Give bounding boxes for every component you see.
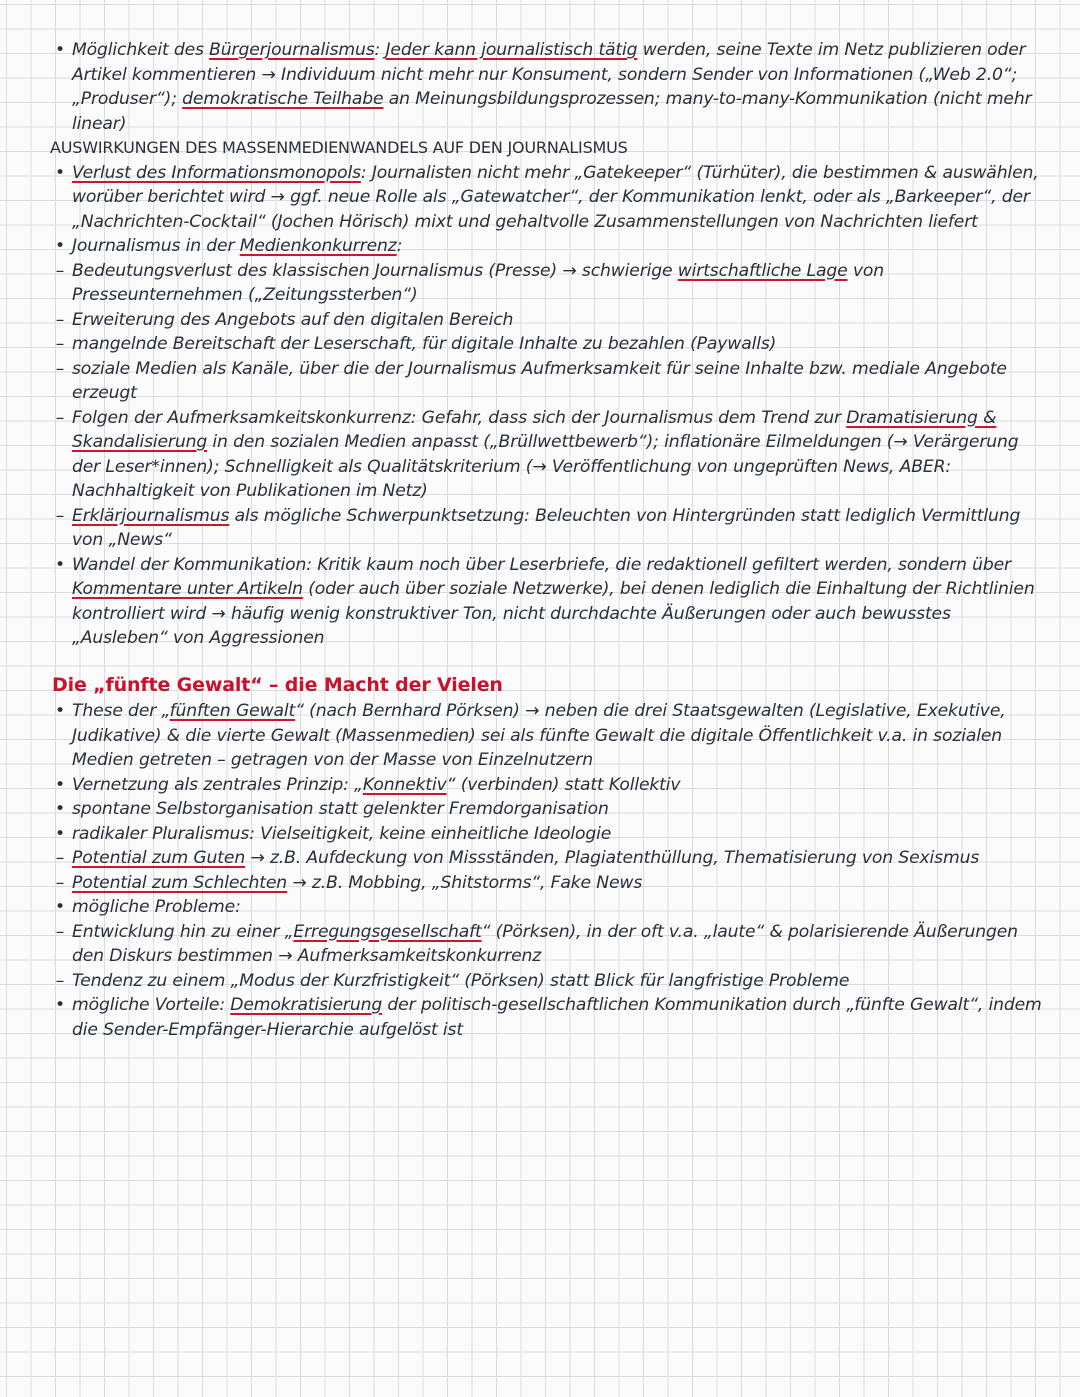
note-text: “ (Pörksen), in der oft v.a. „laute“ & polarisierende Äußerungen den Diskurs bestimmen → Aufmerksamkeitskonkurrenz	[72, 921, 1018, 966]
note-text: (oder auch über soziale Netzwerke), bei denen lediglich die Einhaltung der Richtlinien kontrolliert wird → häufig wenig konstruktiver Ton, nicht durchdachte Äußerungen oder auch bewusstes „Ausleben“ von Aggressionen	[72, 579, 1035, 648]
dash-item	[52, 871, 1042, 896]
dash-marker: –	[55, 358, 65, 379]
dash-marker: –	[55, 260, 65, 281]
note-text: soziale Medien als Kanäle, über die der Journalismus Aufmerksamkeit für seine Inhalte bzw. mediale Angebote erzeugt	[72, 358, 1007, 403]
dash-item	[52, 332, 1042, 357]
underlined-term: Dramatisierung & Skandalisierung	[72, 407, 997, 452]
underlined-term: Medienkonkurrenz	[239, 236, 397, 256]
dash-item	[52, 259, 1042, 308]
note-text: : Journalisten nicht mehr „Gatekeeper“ (Türhüter), die bestimmen & auswählen, worüber berichtet wird → ggf. neue Rolle als „Gatewatcher“, der Kommunikation lenkt, oder als „Barkeeper“, der „Nachrichten-Cocktail“ (Jochen Hörisch) mixt und gehaltvolle Zusammenstellungen von Nachrichten liefert	[72, 162, 1039, 232]
dash-marker: –	[55, 848, 65, 868]
underlined-term: fünften Gewalt	[169, 701, 296, 721]
dash-item	[52, 969, 1042, 994]
dash-item	[52, 308, 1042, 333]
bullet-marker: •	[55, 236, 65, 256]
note-text: These der „	[72, 701, 170, 721]
note-text: Journalismus in der	[72, 236, 240, 256]
note-text: → z.B. Mobbing, „Shitstorms“, Fake News	[287, 872, 643, 893]
bullet-item	[52, 993, 1042, 1042]
note-text: werden, seine Texte im Netz publizieren oder Artikel kommentieren → Individuum nicht mehr nur Konsument, sondern Sender von Informationen („Web 2.0“; „Produser“);	[72, 40, 1026, 109]
note-text: spontane Selbstorganisation statt gelenkter Fremdorganisation	[72, 799, 609, 819]
note-text: an Meinungsbildungsprozessen; many-to-many-Kommunikation (nicht mehr linear)	[72, 89, 1032, 134]
underlined-term: Erklärjournalismus	[72, 505, 230, 526]
dash-marker: –	[55, 407, 65, 428]
note-text: als mögliche Schwerpunktsetzung: Beleuchten von Hintergründen statt lediglich Vermittlung von „News“	[72, 505, 1021, 550]
note-text: von Presseunternehmen („Zeitungssterben“)	[72, 260, 884, 305]
bullet-item	[52, 773, 1042, 798]
dash-item	[52, 357, 1042, 406]
note-text: :	[396, 236, 403, 256]
underlined-term: Verlust des Informationsmonopols	[72, 162, 361, 183]
note-text: Folgen der Aufmerksamkeitskonkurrenz: Gefahr, dass sich der Journalismus dem Trend zur	[72, 407, 847, 428]
bullet-marker: •	[55, 774, 65, 795]
note-text: mangelnde Bereitschaft der Leserschaft, für digitale Inhalte zu bezahlen (Paywalls)	[72, 334, 777, 354]
note-text: mögliche Vorteile:	[72, 995, 231, 1015]
bullet-marker: •	[55, 40, 65, 60]
note-text: in den sozialen Medien anpasst („Brüllwettbewerb“); inflationäre Eilmeldungen (→ Verärgerung der Leser*innen); Schnelligkeit als Qualitätskriterium (→ Veröffentlichung von ungeprüften News, ABER: Nachhaltigkeit von Publikationen im Netz)	[72, 432, 1019, 501]
note-text: radikaler Pluralismus: Vielseitigkeit, keine einheitliche Ideologie	[72, 823, 612, 844]
underlined-term: Erregungsgesellschaft	[293, 921, 482, 942]
bullet-marker: •	[55, 823, 65, 844]
dash-marker: –	[55, 970, 65, 991]
bullet-item	[52, 553, 1042, 651]
dash-marker: –	[55, 872, 65, 893]
note-text: Wandel der Kommunikation: Kritik kaum noch über Leserbriefe, die redaktionell gefiltert werden, sondern über	[72, 554, 1011, 575]
dash-marker: –	[55, 309, 65, 330]
bullet-item	[52, 822, 1042, 847]
note-text: mögliche Probleme:	[72, 897, 241, 917]
underlined-term: demokratische Teilhabe	[182, 89, 384, 109]
bullet-item	[52, 699, 1042, 773]
section-heading: AUSWIRKUNGEN DES MASSENMEDIENWANDELS AUF DEN JOURNALISMUS	[50, 138, 628, 157]
dash-marker: –	[55, 921, 65, 942]
underlined-term: Kommentare unter Artikeln	[72, 579, 303, 599]
note-text: Erweiterung des Angebots auf den digitalen Bereich	[72, 309, 514, 330]
bullet-item	[52, 234, 1042, 259]
dash-item	[52, 846, 1042, 871]
notes-page	[52, 38, 1042, 1042]
bullet-marker: •	[55, 554, 65, 575]
note-text: :	[374, 40, 386, 60]
note-text: Vernetzung als zentrales Prinzip: „	[72, 774, 363, 795]
bullet-item	[52, 895, 1042, 920]
note-text: → z.B. Aufdeckung von Missständen, Plagiatenthüllung, Thematisierung von Sexismus	[245, 848, 980, 868]
underlined-term: Bürgerjournalismus	[209, 40, 375, 60]
bullet-marker: •	[55, 897, 65, 917]
underlined-term: Konnektiv	[362, 774, 447, 795]
dash-item	[52, 406, 1042, 504]
note-text: der politisch-gesellschaftlichen Kommunikation durch „fünfte Gewalt“, indem die Sender-Empfänger-Hierarchie aufgelöst ist	[72, 995, 1042, 1040]
dash-marker: –	[55, 334, 65, 354]
bullet-marker: •	[55, 799, 65, 819]
underlined-term: Potential zum Guten	[72, 848, 246, 868]
dash-item	[52, 504, 1042, 553]
underlined-term: Demokratisierung	[230, 995, 383, 1015]
red-section-title: Die „fünfte Gewalt“ – die Macht der Vielen	[52, 673, 503, 696]
note-text: Tendenz zu einem „Modus der Kurzfristigkeit“ (Pörksen) statt Blick für langfristige Probleme	[72, 970, 850, 991]
dash-item	[52, 920, 1042, 969]
note-text: “ (nach Bernhard Pörksen) → neben die drei Staatsgewalten (Legislative, Exekutive, Judikative) & die vierte Gewalt (Massenmedien) sei als fünfte Gewalt die digitale Öffentlichkeit v.a. in sozialen Medien getreten – getragen von der Masse von Einzelnutzern	[72, 701, 1006, 770]
note-text: Bedeutungsverlust des klassischen Journalismus (Presse) → schwierige	[72, 260, 678, 281]
note-text: “ (verbinden) statt Kollektiv	[446, 774, 681, 795]
bullet-marker: •	[55, 162, 65, 183]
underlined-term: Potential zum Schlechten	[72, 872, 288, 893]
bullet-marker: •	[55, 701, 65, 721]
underlined-term: wirtschaftliche Lage	[677, 260, 848, 281]
bullet-item	[52, 161, 1042, 235]
bullet-marker: •	[55, 995, 65, 1015]
note-text: Möglichkeit des	[72, 40, 210, 60]
bullet-item	[52, 797, 1042, 822]
dash-marker: –	[55, 505, 65, 526]
bullet-item	[52, 38, 1042, 136]
note-text: Entwicklung hin zu einer „	[72, 921, 294, 942]
underlined-term: Jeder kann journalistisch tätig	[385, 40, 638, 60]
